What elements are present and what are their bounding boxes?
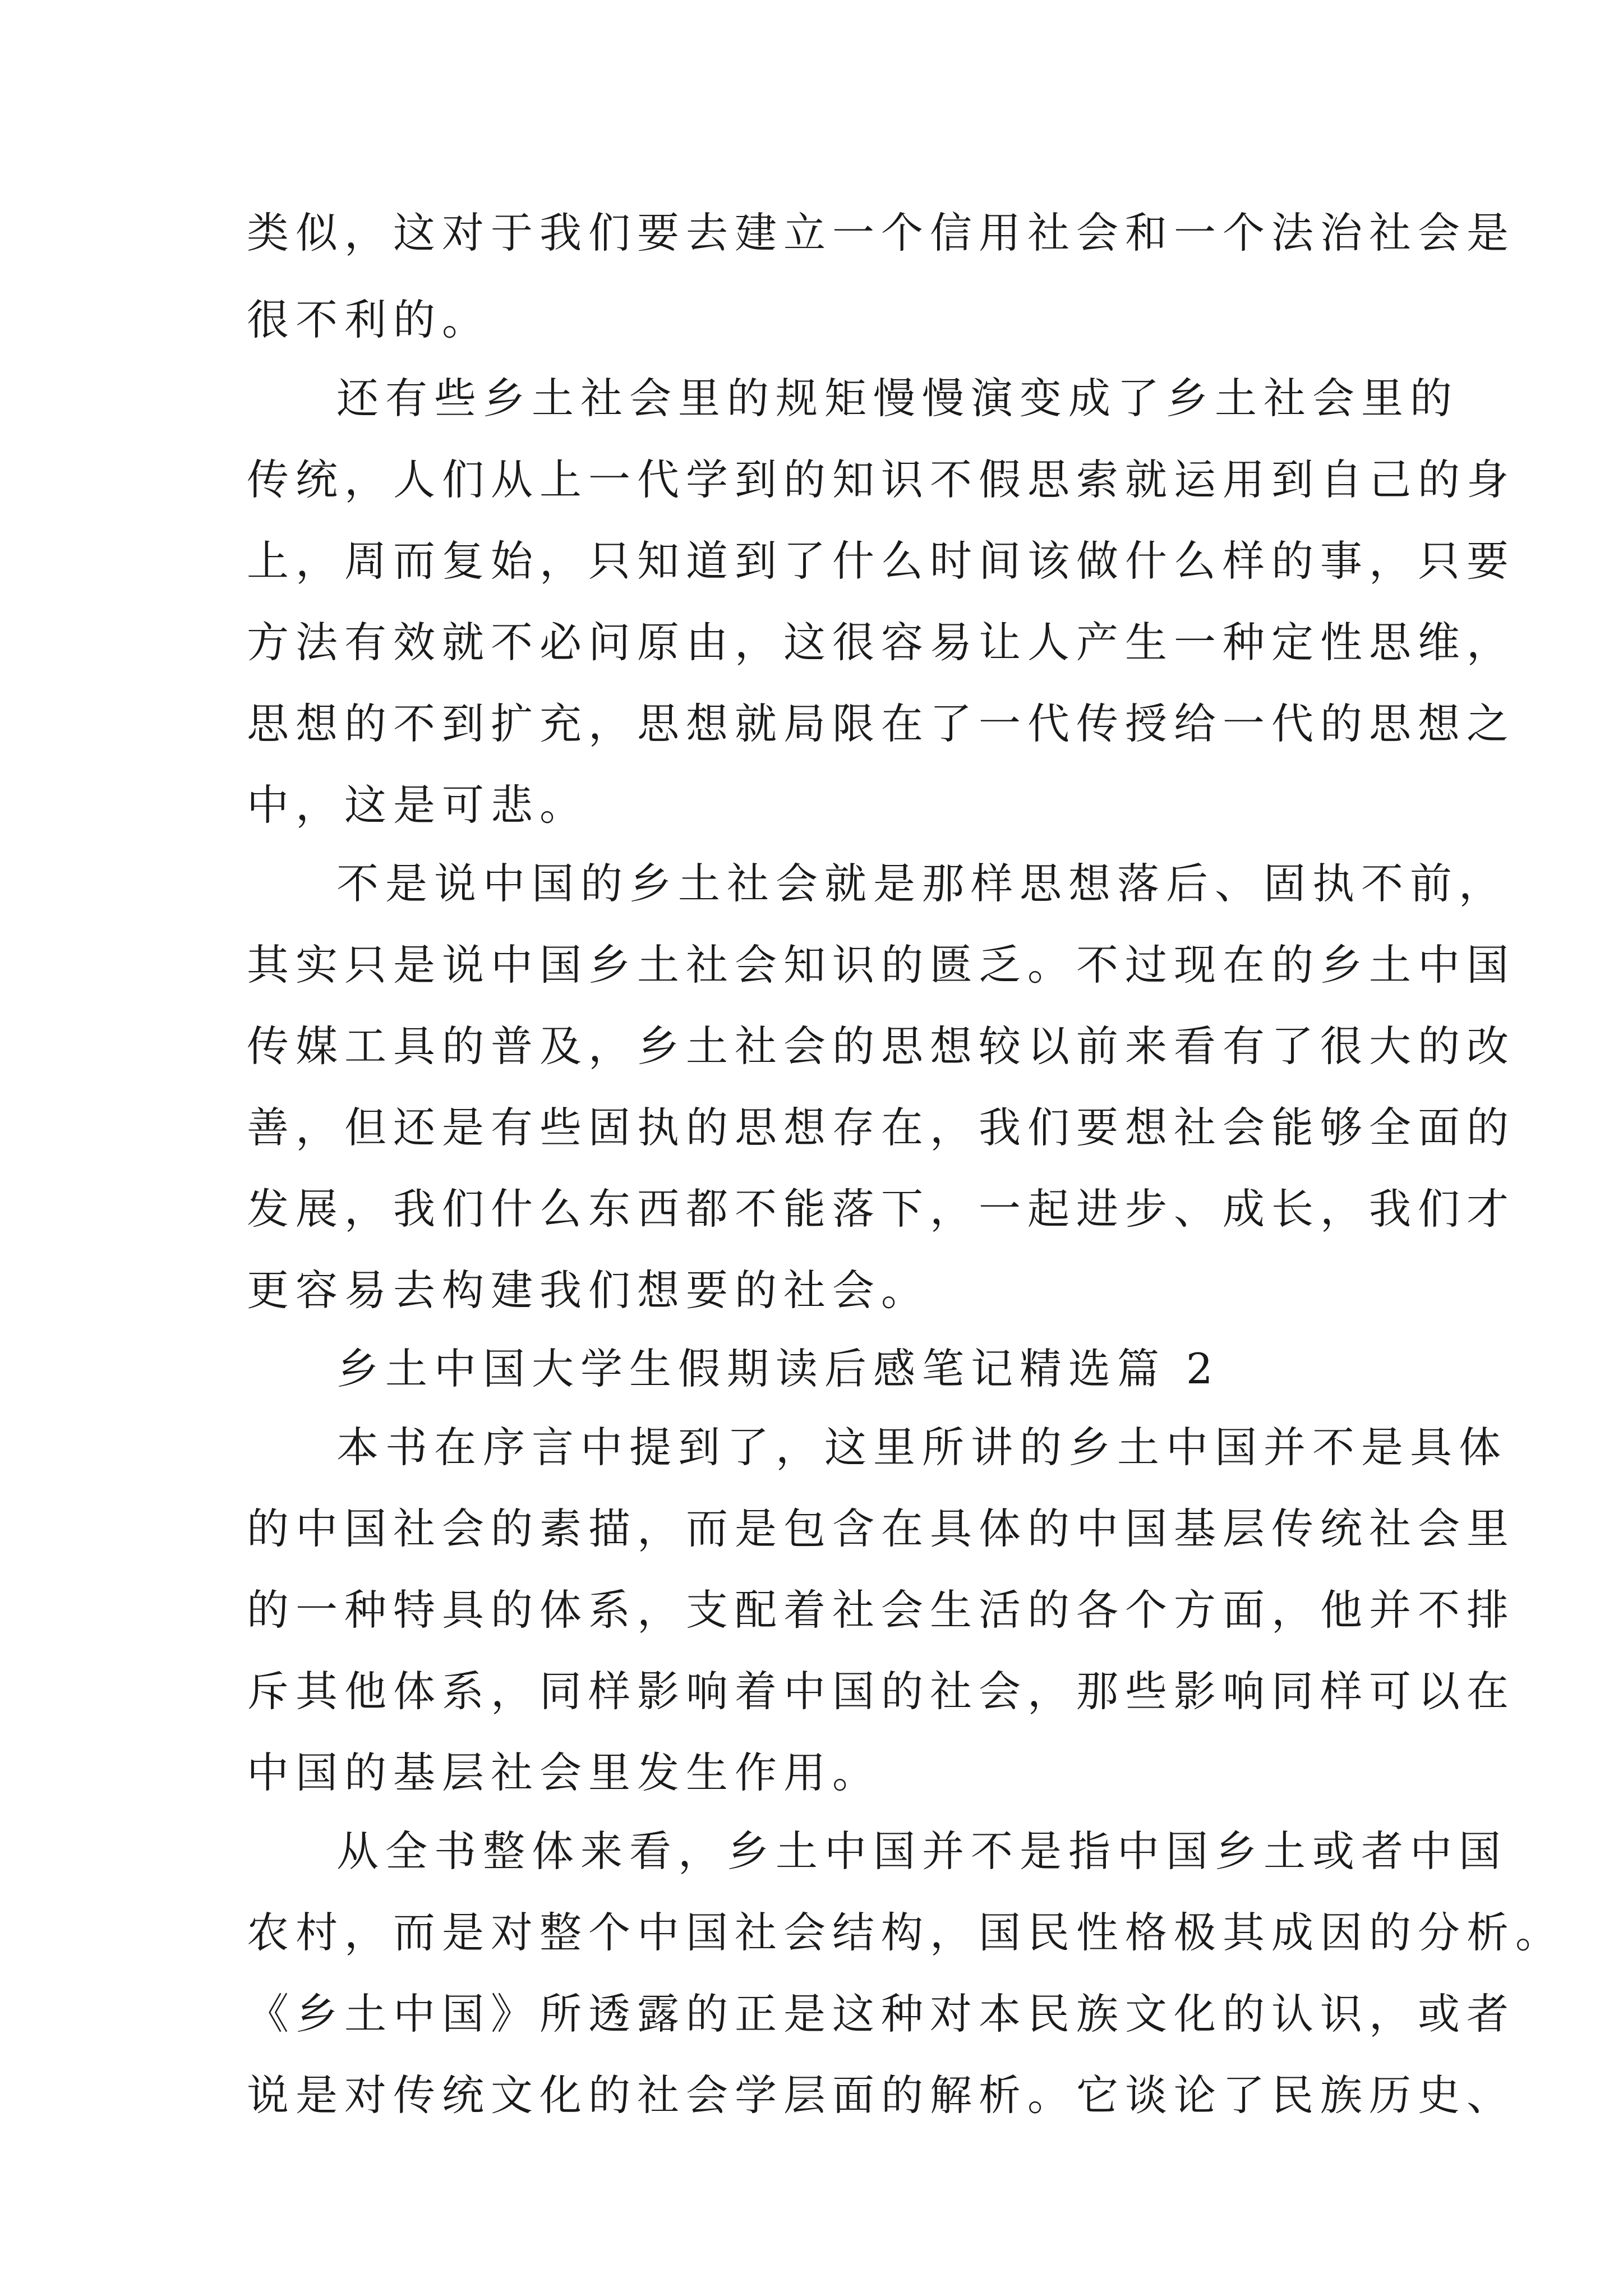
paragraph-first-line: 从全书整体来看，乡土中国并不是指中国乡土或者中国 xyxy=(336,1826,1508,1876)
text-line: 的中国社会的素描，而是包含在具体的中国基层传统社会里 xyxy=(247,1504,1516,1553)
text-line: 发展，我们什么东西都不能落下，一起进步、成长，我们才 xyxy=(247,1184,1516,1234)
text-line: 斥其他体系，同样影响着中国的社会，那些影响同样可以在 xyxy=(247,1667,1516,1716)
text-line: 农村，而是对整个中国社会结构，国民性格极其成因的分析。 xyxy=(247,1908,1565,1957)
text-line: 其实只是说中国乡土社会知识的匮乏。不过现在的乡土中国 xyxy=(247,940,1516,990)
text-line: 《乡土中国》所透露的正是这种对本民族文化的认识，或者 xyxy=(247,1989,1516,2039)
text-line: 中国的基层社会里发生作用。 xyxy=(247,1748,882,1797)
text-line: 传统，人们从上一代学到的知识不假思索就运用到自己的身 xyxy=(247,455,1516,504)
paragraph-first-line: 本书在序言中提到了，这里所讲的乡土中国并不是具体 xyxy=(336,1423,1508,1472)
section-heading: 乡土中国大学生假期读后感笔记精选篇 2 xyxy=(336,1344,1220,1393)
text-line: 中，这是可悲。 xyxy=(247,780,589,830)
paragraph-first-line: 还有些乡土社会里的规矩慢慢演变成了乡土社会里的 xyxy=(336,374,1459,423)
text-line: 的一种特具的体系，支配着社会生活的各个方面，他并不排 xyxy=(247,1585,1516,1635)
text-line: 思想的不到扩充，思想就局限在了一代传授给一代的思想之 xyxy=(247,699,1516,748)
paragraph-first-line: 不是说中国的乡土社会就是那样思想落后、固执不前， xyxy=(336,859,1508,908)
text-line: 传媒工具的普及，乡土社会的思想较以前来看有了很大的改 xyxy=(247,1022,1516,1071)
text-line: 更容易去构建我们想要的社会。 xyxy=(247,1266,930,1315)
text-line: 善，但还是有些固执的思想存在，我们要想社会能够全面的 xyxy=(247,1103,1516,1152)
text-line: 上，周而复始，只知道到了什么时间该做什么样的事，只要 xyxy=(247,536,1516,586)
text-line: 方法有效就不必问原由，这很容易让人产生一种定性思维， xyxy=(247,618,1516,667)
text-line: 类似，这对于我们要去建立一个信用社会和一个法治社会是 xyxy=(247,208,1516,257)
text-line: 很不利的。 xyxy=(247,295,491,344)
text-line: 说是对传统文化的社会学层面的解析。它谈论了民族历史、 xyxy=(247,2070,1516,2120)
